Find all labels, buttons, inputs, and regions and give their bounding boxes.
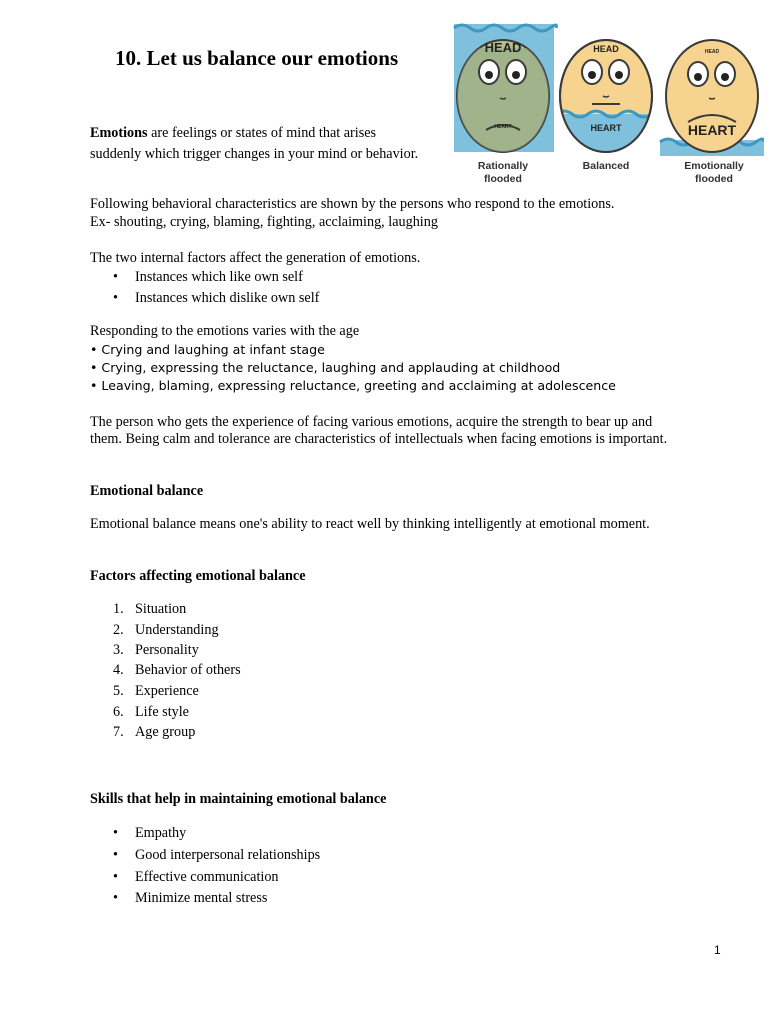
- face-caption: Emotionally: [684, 160, 744, 172]
- head-label: HEAD: [593, 44, 619, 54]
- emotional-balance-definition: Emotional balance means one's ability to react well by thinking intelligently at emotional moment.: [90, 516, 650, 532]
- bullet: •: [113, 269, 118, 285]
- list-item: 7. Age group: [113, 724, 196, 740]
- list-item-text: Instances which like own self: [135, 269, 303, 285]
- list-item-text: Good interpersonal relationships: [135, 847, 321, 863]
- intro-text: are feelings or states of mind that arises: [147, 125, 377, 141]
- head-label: HEAD: [484, 40, 522, 55]
- age-item: • Leaving, blaming, expressing reluctance, greeting and acclaiming at adolescence: [90, 378, 616, 393]
- age-item: • Crying and laughing at infant stage: [90, 342, 325, 357]
- list-item: [113, 868, 279, 886]
- bullet: •: [113, 847, 118, 863]
- face-balanced: [556, 40, 660, 172]
- face-emotionally-flooded: [660, 40, 764, 185]
- list-item: [113, 889, 267, 907]
- list-item: [113, 824, 186, 842]
- behavior-line-1: Following behavioral characteristics are shown by the persons who respond to the emotions.: [90, 196, 615, 212]
- age-item: • Crying, expressing the reluctance, laughing and applauding at childhood: [90, 360, 561, 375]
- bullet: •: [113, 890, 118, 906]
- face-caption-2: flooded: [484, 173, 522, 185]
- bullet: •: [113, 869, 118, 885]
- heart-label: HEART: [590, 123, 622, 133]
- list-item-text: Instances which dislike own self: [135, 290, 320, 306]
- head-label: HEAD: [704, 49, 720, 55]
- list-item: [113, 289, 319, 307]
- list-item-text: Effective communication: [135, 869, 279, 885]
- list-item-text: Age group: [135, 724, 196, 740]
- emotion-faces-figure: [452, 18, 764, 190]
- list-item: 3. Personality: [113, 642, 199, 658]
- emotional-balance-heading: Emotional balance: [90, 483, 204, 499]
- page-title: 10. Let us balance our emotions: [115, 46, 399, 70]
- list-item-text: Understanding: [135, 622, 219, 638]
- bullet: •: [113, 290, 118, 306]
- list-item-text: Experience: [135, 683, 199, 699]
- list-item: 4. Behavior of others: [113, 662, 241, 678]
- face-rationally-flooded: [452, 24, 556, 185]
- face-caption: Balanced: [582, 160, 630, 172]
- heart-label: HEART: [494, 124, 512, 130]
- strength-line-2: them. Being calm and tolerance are characteristics of intellectuals when facing emotions is important.: [90, 431, 668, 447]
- skills-heading: Skills that help in maintaining emotional balance: [90, 791, 387, 807]
- face-caption-2: flooded: [695, 173, 733, 185]
- list-item-text: Situation: [135, 601, 187, 617]
- intro-line-1: [90, 124, 376, 142]
- list-item: [113, 268, 303, 286]
- list-item: 1. Situation: [113, 601, 187, 617]
- page-number: 1: [714, 943, 721, 957]
- list-item-text: Behavior of others: [135, 662, 241, 678]
- intro-line-2: suddenly which trigger changes in your mind or behavior.: [90, 146, 419, 162]
- internal-factors-intro: The two internal factors affect the generation of emotions.: [90, 250, 421, 266]
- list-item-text: Personality: [135, 642, 199, 658]
- age-intro: Responding to the emotions varies with the age: [90, 323, 360, 339]
- list-item-text: Empathy: [135, 825, 187, 841]
- bullet: •: [113, 825, 118, 841]
- list-item-text: Minimize mental stress: [135, 890, 268, 906]
- strength-line-1: The person who gets the experience of facing various emotions, acquire the strength to bear up and: [90, 414, 653, 430]
- list-item: 5. Experience: [113, 683, 199, 699]
- behavior-examples: Ex- shouting, crying, blaming, fighting, acclaiming, laughing: [90, 214, 438, 230]
- list-item: [113, 846, 320, 864]
- intro-term: Emotions: [90, 125, 148, 141]
- face-caption: Rationally: [477, 160, 529, 172]
- factors-heading: Factors affecting emotional balance: [90, 568, 306, 584]
- list-item: 6. Life style: [113, 704, 189, 720]
- list-item: 2. Understanding: [113, 622, 219, 638]
- list-item-text: Life style: [135, 704, 189, 720]
- heart-label: HEART: [687, 122, 737, 138]
